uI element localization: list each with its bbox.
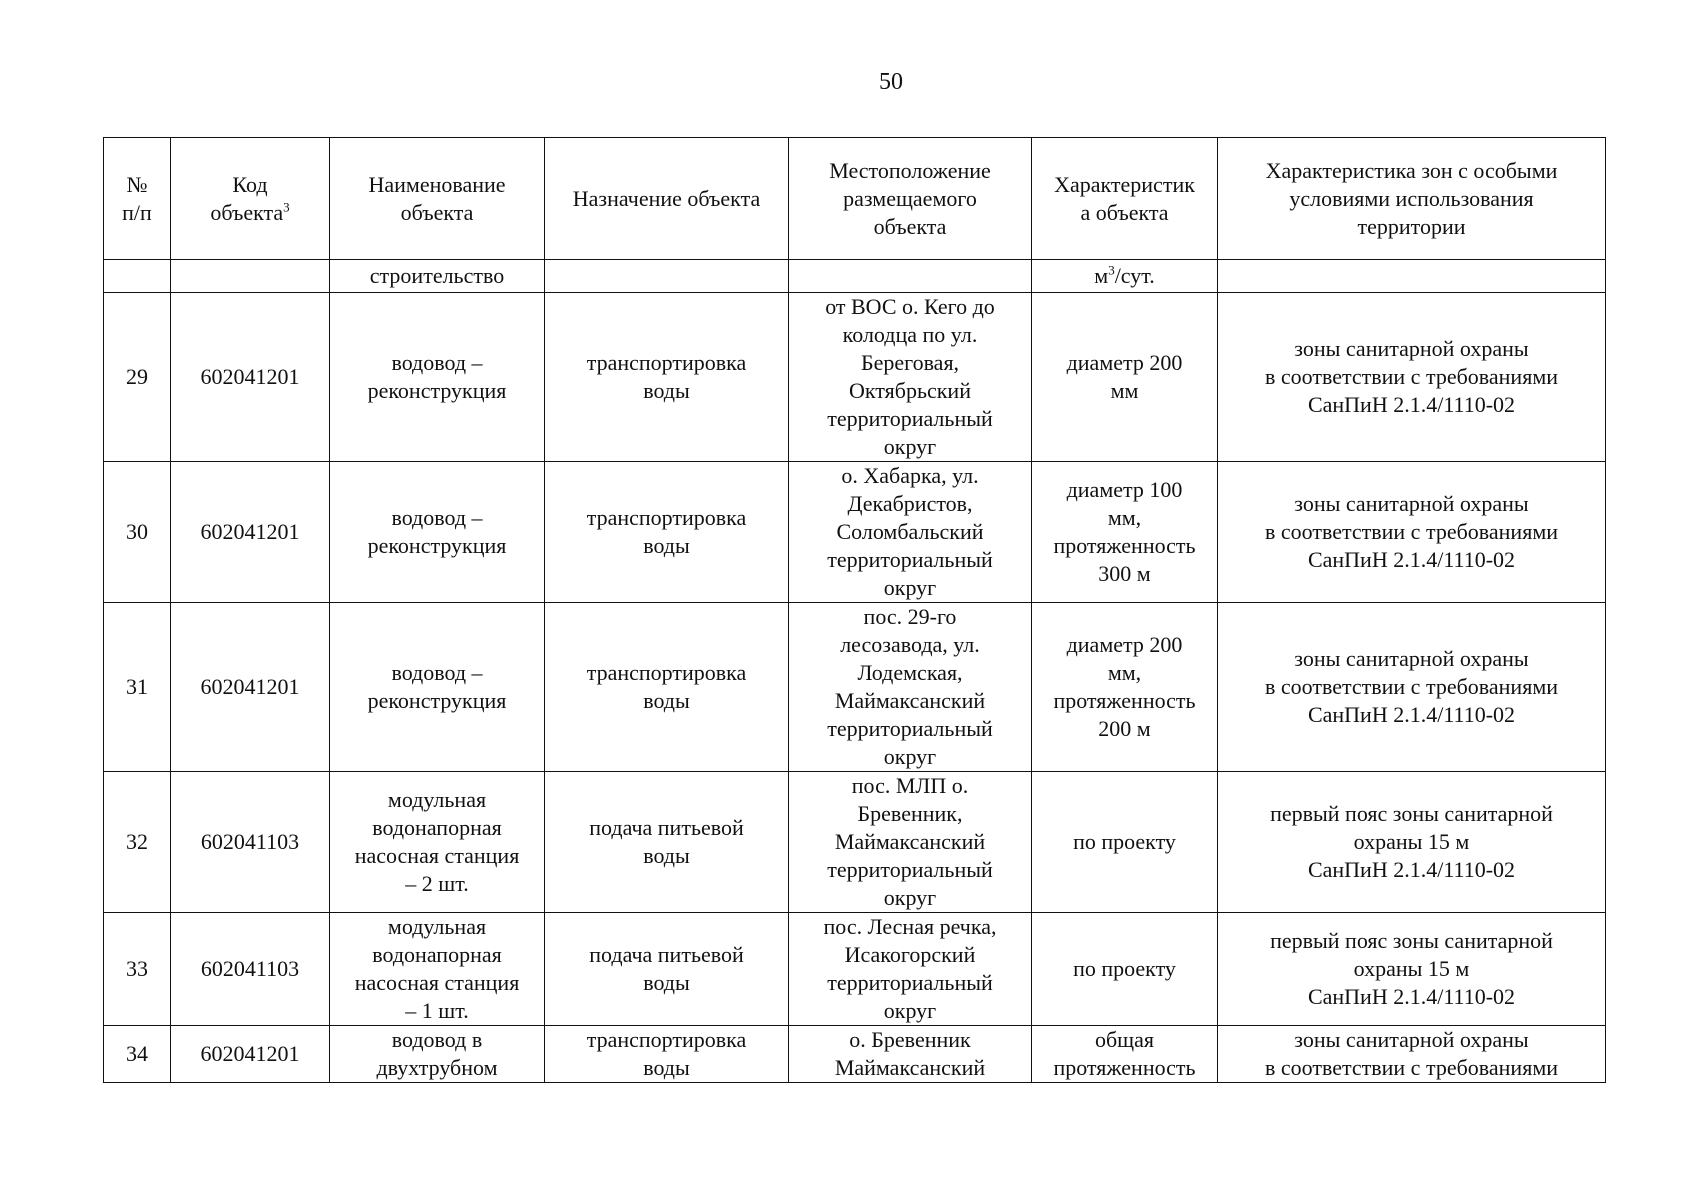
cell-zones: зоны санитарной охраны в соответствии с требованиями (1218, 1026, 1606, 1083)
cell-zones: зоны санитарной охраны в соответствии с требованиями СанПиН 2.1.4/1110-02 (1218, 603, 1606, 772)
unit-suffix: /сут. (1114, 263, 1155, 288)
cell-purpose (545, 260, 789, 293)
header-zones: Характеристика зон с особыми условиями использования территории (1218, 138, 1606, 260)
cell-name: водовод – реконструкция (330, 293, 545, 462)
header-name: Наименование объекта (330, 138, 545, 260)
header-characteristic: Характеристик а объекта (1032, 138, 1218, 260)
unit-superscript: 3 (1108, 262, 1115, 278)
cell-zones: первый пояс зоны санитарной охраны 15 м СанПиН 2.1.4/1110-02 (1218, 913, 1606, 1026)
cell-code: 602041103 (171, 772, 330, 913)
cell-location (789, 260, 1032, 293)
cell-characteristic: по проекту (1032, 913, 1218, 1026)
table-row (104, 913, 1606, 1026)
table-row (104, 462, 1606, 603)
unit-prefix: м (1094, 263, 1109, 288)
table-row (104, 603, 1606, 772)
cell-zones (1218, 260, 1606, 293)
cell-zones: зоны санитарной охраны в соответствии с требованиями СанПиН 2.1.4/1110-02 (1218, 293, 1606, 462)
cell-location: пос. МЛП о. Бревенник, Маймаксанский территориальный округ (789, 772, 1032, 913)
cell-location: от ВОС о. Кего до колодца по ул. Береговая, Октябрьский территориальный округ (789, 293, 1032, 462)
cell-code: 602041201 (171, 1026, 330, 1083)
page-number: 50 (879, 69, 903, 95)
cell-num: 34 (104, 1026, 171, 1083)
table-row (104, 772, 1606, 913)
cell-location: пос. Лесная речка, Исакогорский территориальный округ (789, 913, 1032, 1026)
cell-num (104, 260, 171, 293)
cell-characteristic: по проекту (1032, 772, 1218, 913)
cell-code: 602041201 (171, 603, 330, 772)
table-row (104, 293, 1606, 462)
cell-code: 602041201 (171, 462, 330, 603)
cell-purpose: транспортировка воды (545, 462, 789, 603)
header-code (171, 138, 330, 260)
cell-name: модульная водонапорная насосная станция – 1 шт. (330, 913, 545, 1026)
table-row (104, 1026, 1606, 1083)
cell-characteristic: диаметр 100 мм, протяженность 300 м (1032, 462, 1218, 603)
cell-purpose: транспортировка воды (545, 1026, 789, 1083)
cell-code: 602041201 (171, 293, 330, 462)
cell-num: 31 (104, 603, 171, 772)
cell-purpose: транспортировка воды (545, 603, 789, 772)
cell-name: модульная водонапорная насосная станция – 2 шт. (330, 772, 545, 913)
cell-purpose: подача питьевой воды (545, 772, 789, 913)
cell-name: строительство (330, 260, 545, 293)
cell-location: о. Бревенник Маймаксанский (789, 1026, 1032, 1083)
cell-purpose: транспортировка воды (545, 293, 789, 462)
cell-characteristic: диаметр 200 мм (1032, 293, 1218, 462)
cell-zones: первый пояс зоны санитарной охраны 15 м СанПиН 2.1.4/1110-02 (1218, 772, 1606, 913)
header-purpose: Назначение объекта (545, 138, 789, 260)
objects-table (103, 137, 1606, 1083)
cell-code (171, 260, 330, 293)
cell-num: 33 (104, 913, 171, 1026)
header-num: № п/п (104, 138, 171, 260)
cell-location: пос. 29-го лесозавода, ул. Лодемская, Маймаксанский территориальный округ (789, 603, 1032, 772)
cell-zones: зоны санитарной охраны в соответствии с требованиями СанПиН 2.1.4/1110-02 (1218, 462, 1606, 603)
cell-characteristic: общая протяженность (1032, 1026, 1218, 1083)
header-code-label: Код объекта (210, 171, 284, 225)
table-header-row (104, 138, 1606, 260)
cell-name: водовод – реконструкция (330, 462, 545, 603)
cell-characteristic (1032, 260, 1218, 293)
cell-purpose: подача питьевой воды (545, 913, 789, 1026)
cell-name: водовод в двухтрубном (330, 1026, 545, 1083)
header-location: Местоположение размещаемого объекта (789, 138, 1032, 260)
cell-location: о. Хабарка, ул. Декабристов, Соломбальский территориальный округ (789, 462, 1032, 603)
cell-num: 29 (104, 293, 171, 462)
cell-code: 602041103 (171, 913, 330, 1026)
continuation-row (104, 260, 1606, 293)
cell-num: 30 (104, 462, 171, 603)
cell-num: 32 (104, 772, 171, 913)
cell-name: водовод – реконструкция (330, 603, 545, 772)
cell-characteristic: диаметр 200 мм, протяженность 200 м (1032, 603, 1218, 772)
footnote-marker: 3 (283, 199, 290, 215)
